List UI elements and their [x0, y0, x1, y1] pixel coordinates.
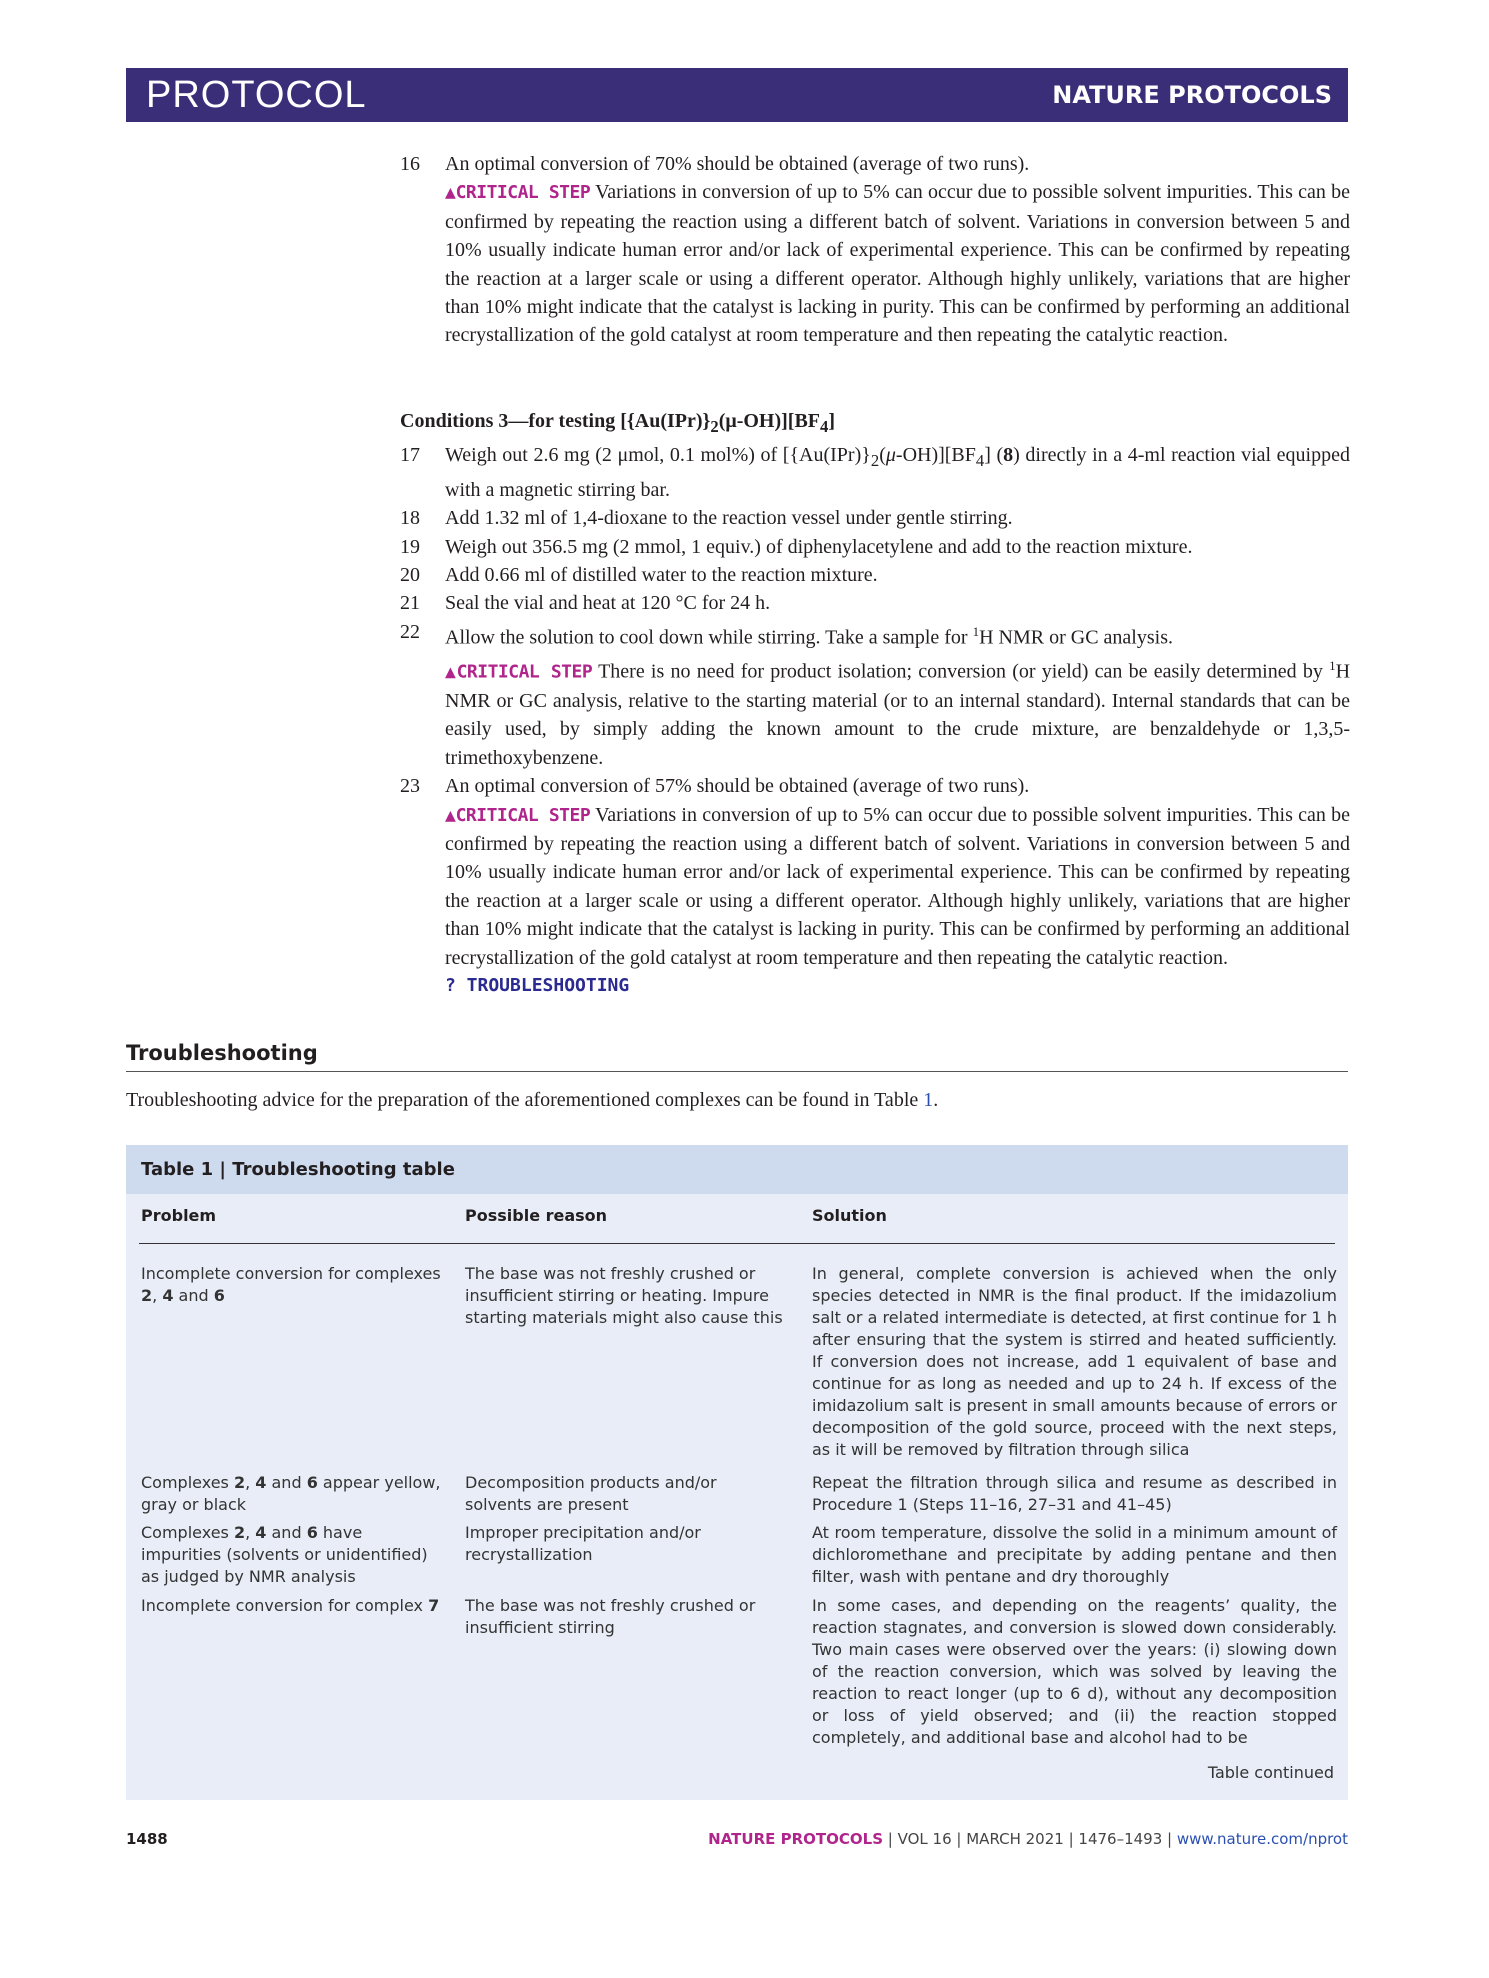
critical-step-text: Variations in conversion of up to 5% can occur due to possible solvent impurities. This can be confirmed by repeating the reaction using a different batch of solvent. Variations in conversion between 5 and 10% usually indicate human error and/or lack of experimental experience. This can be confirmed by repeating the reaction at a larger scale or using a different operator. Although highly unlikely, variations that are higher than 10% might indicate that the catalyst is lacking in purity. This can be confirmed by performing an additional recrystallization of the gold catalyst at room temperature and then repeating the catalytic reaction.: [445, 181, 1350, 347]
step-19: 19 Weigh out 356.5 mg (2 mmol, 1 equiv.) of diphenylacetylene and add to the reaction mixture.: [400, 535, 1193, 558]
conditions-3-block: [400, 407, 1350, 1000]
critical-step-label: ▲CRITICAL STEP: [445, 182, 591, 204]
troubleshooting-heading: Troubleshooting: [126, 1038, 1348, 1072]
journal-url-link[interactable]: www.nature.com/nprot: [1176, 1830, 1348, 1848]
reason-cell: Decomposition products and/or solvents are present: [465, 1473, 717, 1514]
table-header-row: [139, 1203, 1335, 1244]
problem-cell: Incomplete conversion for complex 7: [141, 1596, 440, 1615]
troubleshooting-table: [126, 1145, 1348, 1800]
critical-step-label: ▲CRITICAL STEP: [445, 661, 593, 683]
solution-cell: In some cases, and depending on the reagents’ quality, the reaction stagnates, and conversion is slowed down considerably. Two main cases were observed over the years: (i) slowing down of the reaction conversion, which was solved by leaving the reaction to react longer (up to 6 d), without any decomposition or loss of yield observed; and (ii) the reaction stopped completely, and additional base and alcohol had to be: [812, 1596, 1337, 1747]
critical-step-note: [445, 178, 1350, 349]
header-solution: Solution: [812, 1206, 887, 1225]
critical-step-label: ▲CRITICAL STEP: [445, 804, 591, 826]
step-22: 22 Allow the solution to cool down while stirring. Take a sample for $^1$H NMR or GC analysis. ▲CRITICAL STEP There is no need for product isolation; conversion (or yield) can be easily determined by $^1$H NMR or GC analysis, relative to the starting material (or to an internal standard). Internal standards that can be easily used, by simply adding the known amount to the crude mixture, are benzaldehyde or 1,3,5-trimethoxybenzene.: [400, 618, 1350, 772]
section-label: PROTOCOL: [146, 74, 367, 116]
step-16: [400, 150, 1350, 350]
step-number: 16: [400, 153, 420, 175]
step-17: 17 Weigh out 2.6 mg (2 μmol, 0.1 mol%) of $[\{Au(IPr)\}_2(\mu-OH)][BF_4]$ (8) directly in a 4-ml reaction vial equipped with a magnetic stirring bar.: [400, 444, 1350, 501]
step-block-16: [400, 150, 1350, 350]
conditions-heading: Conditions 3—for testing $[\{Au(IPr)\}_2(\mu-OH)][BF_4]$: [400, 410, 836, 436]
reason-cell: The base was not freshly crushed or insufficient stirring: [465, 1596, 756, 1637]
solution-cell: Repeat the filtration through silica and resume as described in Procedure 1 (Steps 11–16, 27–31 and 41–45): [812, 1473, 1337, 1514]
step-21: 21 Seal the vial and heat at 120 °C for 24 h.: [400, 592, 771, 615]
step-text: An optimal conversion of 70% should be obtained (average of two runs).: [445, 153, 1030, 175]
step-18: 18 Add 1.32 ml of 1,4-dioxane to the reaction vessel under gentle stirring.: [400, 507, 1013, 530]
problem-cell: Incomplete conversion for complexes 2, 4 and 6: [141, 1264, 441, 1305]
header-reason: Possible reason: [465, 1206, 608, 1225]
critical-step-note: ▲CRITICAL STEP Variations in conversion of up to 5% can occur due to possible solvent impurities. This can be confirmed by repeating the reaction using a different batch of solvent. Variations in conversion between 5 and 10% usually indicate human error and/or lack of experimental experience. This can be confirmed by repeating the reaction at a larger scale or using a different operator. Although highly unlikely, variations that are higher than 10% might indicate that the catalyst is lacking in purity. This can be confirmed by performing an additional recrystallization of the gold catalyst at room temperature and then repeating the catalytic reaction.: [445, 803, 1350, 969]
troubleshooting-intro: Troubleshooting advice for the preparation of the aforementioned complexes can be found in Table 1.: [126, 1089, 939, 1111]
solution-cell: At room temperature, dissolve the solid in a minimum amount of dichloromethane and precipitate by adding pentane and then filter, wash with pentane and dry thoroughly: [812, 1523, 1337, 1586]
troubleshooting-link[interactable]: ? TROUBLESHOOTING: [445, 975, 630, 997]
problem-cell: Complexes 2, 4 and 6 have impurities (solvents or unidentified) as judged by NMR analysis: [141, 1523, 428, 1586]
solution-cell: In general, complete conversion is achieved when the only species detected in NMR is the final product. If the imidazolium salt or a related intermediate is detected, at first continue for 1 h after ensuring that the system is stirred and heated sufficiently. If conversion does not increase, add 1 equivalent of base and continue for as long as needed and up to 24 h. If excess of the imidazolium salt is present in small amounts because of errors or decomposition of the gold source, proceed with the next steps, as it will be removed by filtration through silica: [812, 1264, 1337, 1459]
critical-step-note: ▲CRITICAL STEP There is no need for product isolation; conversion (or yield) can be easily determined by $^1$H NMR or GC analysis, relative to the starting material (or to an internal standard). Internal standards that can be easily used, by simply adding the known amount to the crude mixture, are benzaldehyde or 1,3,5-trimethoxybenzene.: [445, 657, 1351, 769]
header-banner: [126, 68, 1348, 122]
table-continued-note: Table continued: [1207, 1763, 1334, 1782]
step-20: 20 Add 0.66 ml of distilled water to the reaction mixture.: [400, 564, 878, 587]
problem-cell: Complexes 2, 4 and 6 appear yellow, gray or black: [141, 1473, 441, 1514]
journal-label: NATURE PROTOCOLS: [1052, 81, 1332, 109]
header-problem: Problem: [141, 1206, 217, 1225]
table-title: Table 1 | Troubleshooting table: [126, 1145, 1348, 1194]
journal-citation: NATURE PROTOCOLS | VOL 16 | MARCH 2021 | 1476–1493 | www.nature.com/nprot: [708, 1830, 1348, 1848]
step-23: 23 An optimal conversion of 57% should be obtained (average of two runs). ▲CRITICAL STEP Variations in conversion of up to 5% can occur due to possible solvent impurities. This can be confirmed by repeating the reaction using a different batch of solvent. Variations in conversion between 5 and 10% usually indicate human error and/or lack of experimental experience. This can be confirmed by repeating the reaction at a larger scale or using a different operator. Although highly unlikely, variations that are higher than 10% might indicate that the catalyst is lacking in purity. This can be confirmed by performing an additional recrystallization of the gold catalyst at room temperature and then repeating the catalytic reaction. ? TROUBLESHOOTING: [400, 772, 1350, 1000]
page-number: 1488: [126, 1830, 168, 1848]
reason-cell: The base was not freshly crushed or insufficient stirring or heating. Impure starting materials might also cause this: [465, 1264, 783, 1327]
table-reference-link[interactable]: 1: [923, 1089, 934, 1111]
reason-cell: Improper precipitation and/or recrystallization: [465, 1523, 701, 1564]
